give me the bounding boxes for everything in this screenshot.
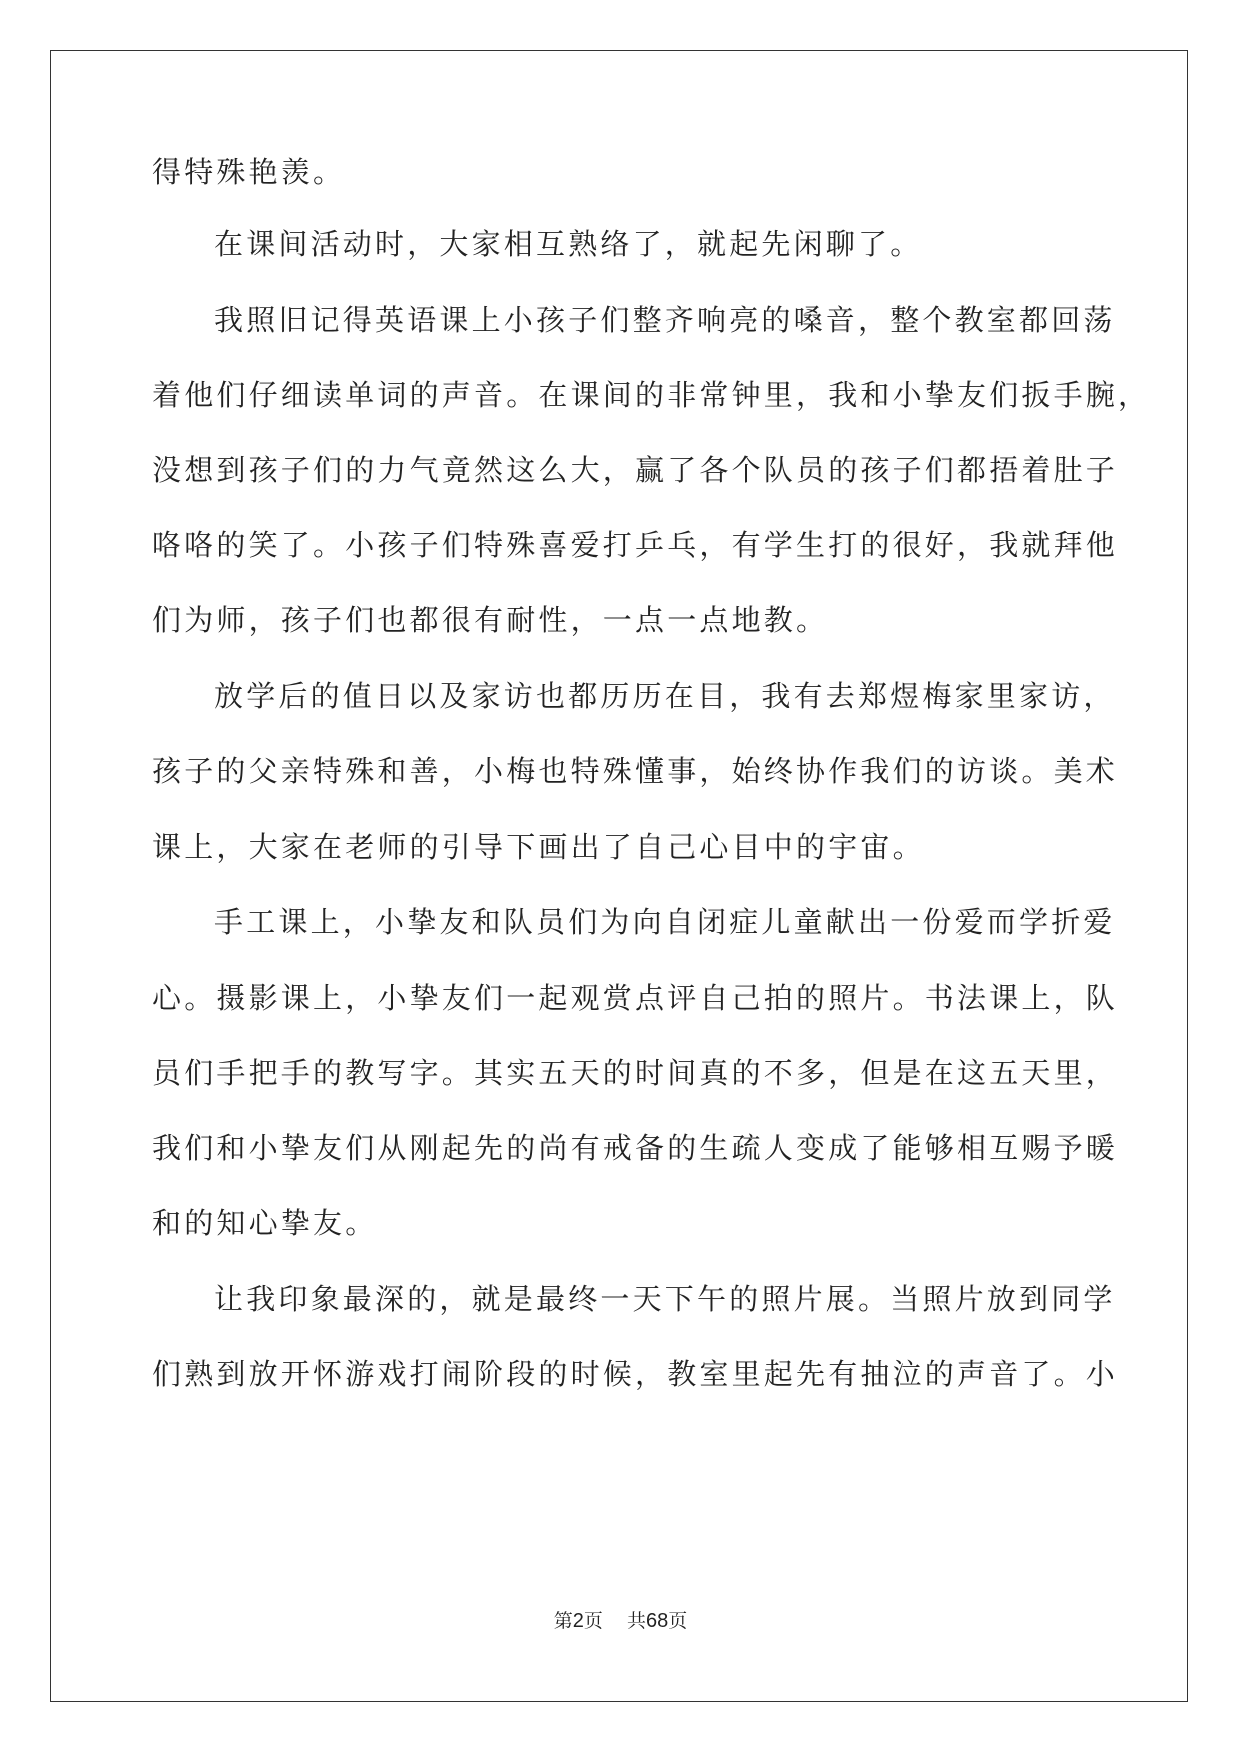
total-pages: 68 (646, 1610, 669, 1632)
page-footer (0, 1606, 1241, 1633)
text-line: 孩子的父亲特殊和善，小梅也特殊懂事，始终协作我们的访谈。美术 (152, 754, 1119, 788)
text-line: 得特殊艳羡。 (152, 155, 346, 189)
text-line: 课上，大家在老师的引导下画出了自己心目中的宇宙。 (152, 830, 925, 864)
page-border (50, 50, 1188, 1702)
footer-page-suffix: 页 (583, 1610, 603, 1632)
text-line: 们为师，孩子们也都很有耐性，一点一点地教。 (152, 603, 829, 637)
footer-total-suffix: 页 (668, 1610, 688, 1632)
paragraph-first-line: 放学后的值日以及家访也都历历在目，我有去郑煜梅家里家访， (214, 679, 1116, 713)
paragraph-first-line: 在课间活动时，大家相互熟络了，就起先闲聊了。 (214, 227, 923, 261)
paragraph-first-line: 手工课上，小挚友和队员们为向自闭症儿童献出一份爱而学折爱 (214, 905, 1116, 939)
text-line: 着他们仔细读单词的声音。在课间的非常钟里，我和小挚友们扳手腕， (152, 378, 1151, 412)
text-line: 们熟到放开怀游戏打闹阶段的时候，教室里起先有抽泣的声音了。小 (152, 1357, 1119, 1391)
footer-prefix: 第 (553, 1610, 573, 1632)
text-line: 咯咯的笑了。小孩子们特殊喜爱打乒乓，有学生打的很好，我就拜他 (152, 528, 1119, 562)
text-line: 心。摄影课上，小挚友们一起观赏点评自己拍的照片。书法课上，队 (152, 981, 1119, 1015)
footer-total-prefix: 共 (627, 1610, 647, 1632)
text-line: 和的知心挚友。 (152, 1206, 378, 1240)
text-line: 员们手把手的教写字。其实五天的时间真的不多，但是在这五天里， (152, 1056, 1119, 1090)
paragraph-first-line: 让我印象最深的，就是最终一天下午的照片展。当照片放到同学 (214, 1282, 1116, 1316)
paragraph-first-line: 我照旧记得英语课上小孩子们整齐响亮的嗓音，整个教室都回荡 (214, 303, 1116, 337)
text-line: 我们和小挚友们从刚起先的尚有戒备的生疏人变成了能够相互赐予暖 (152, 1131, 1119, 1165)
page-number: 2 (572, 1610, 584, 1632)
text-line: 没想到孩子们的力气竟然这么大，赢了各个队员的孩子们都捂着肚子 (152, 453, 1119, 487)
